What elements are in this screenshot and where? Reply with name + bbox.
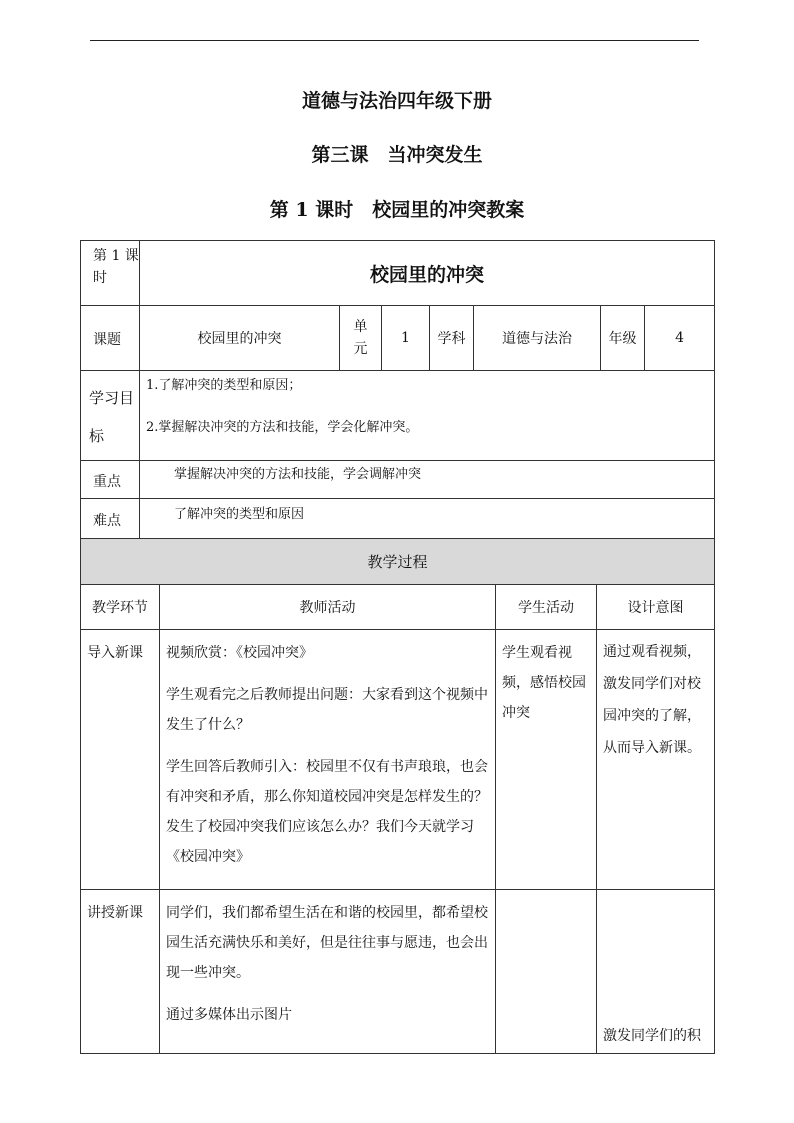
goals-label: 学习目标 <box>81 371 140 461</box>
stage-cell: 讲授新课 <box>81 890 160 1054</box>
teacher-paragraph: 学生观看完之后教师提出问题：大家看到这个视频中发生了什么？ <box>166 687 488 733</box>
lesson-title: 第三课 当冲突发生 <box>311 144 483 166</box>
header-rule <box>90 40 699 41</box>
topic-value: 校园里的冲突 <box>140 306 340 371</box>
period-title: 第 1 课时 校园里的冲突教案 <box>269 199 525 221</box>
design-intent-cell: 激发同学们的积 <box>597 890 715 1054</box>
teacher-paragraph: 视频欣赏：《校园冲突》 <box>166 645 313 661</box>
design-intent-cell: 通过观看视频，激发同学们对校园冲突的了解，从而导入新课。 <box>597 630 715 890</box>
unit-value: 1 <box>382 306 430 371</box>
teaching-process-table <box>80 538 715 1054</box>
col-header-intent: 设计意图 <box>597 585 715 630</box>
goal-item: 1.了解冲突的类型和原因； <box>146 378 302 393</box>
book-title: 道德与法治四年级下册 <box>301 90 492 112</box>
lesson-info-table <box>80 240 715 539</box>
grade-label: 年级 <box>601 306 645 371</box>
period-label: 第 1 课时 <box>81 241 140 306</box>
table-row <box>81 630 715 890</box>
stage-cell: 导入新课 <box>81 630 160 890</box>
goals-cell <box>140 371 715 461</box>
lesson-name: 校园里的冲突 <box>140 241 715 306</box>
key-label: 重点 <box>81 461 140 499</box>
subject-value: 道德与法治 <box>474 306 601 371</box>
difficult-value: 了解冲突的类型和原因 <box>140 499 715 539</box>
topic-label: 课题 <box>81 306 140 371</box>
unit-label: 单元 <box>340 306 382 371</box>
col-header-student: 学生活动 <box>496 585 597 630</box>
difficult-label: 难点 <box>81 499 140 539</box>
col-header-stage: 教学环节 <box>81 585 160 630</box>
col-header-teacher: 教师活动 <box>160 585 496 630</box>
subject-label: 学科 <box>430 306 474 371</box>
grade-value: 4 <box>645 306 715 371</box>
teacher-activity-cell <box>160 630 496 890</box>
teacher-paragraph: 同学们，我们都希望生活在和谐的校园里，都希望校园生活充满快乐和美好，但是往往事与愿违，也会出现一些冲突。 <box>166 905 488 981</box>
process-title: 教学过程 <box>81 539 715 585</box>
teacher-paragraph: 通过多媒体出示图片 <box>166 1007 292 1023</box>
teacher-paragraph: 学生回答后教师引入：校园里不仅有书声琅琅，也会有冲突和矛盾，那么你知道校园冲突是怎样发生的？发生了校园冲突我们应该怎么办？我们今天就学习《校园冲突》 <box>166 759 488 865</box>
table-row <box>81 890 715 1054</box>
teacher-activity-cell <box>160 890 496 1054</box>
student-activity-cell: 学生观看视频，感悟校园冲突 <box>496 630 597 890</box>
goal-item: 2.掌握解决冲突的方法和技能，学会化解冲突。 <box>146 420 419 435</box>
student-activity-cell <box>496 890 597 1054</box>
key-value: 掌握解决冲突的方法和技能，学会调解冲突 <box>140 461 715 499</box>
